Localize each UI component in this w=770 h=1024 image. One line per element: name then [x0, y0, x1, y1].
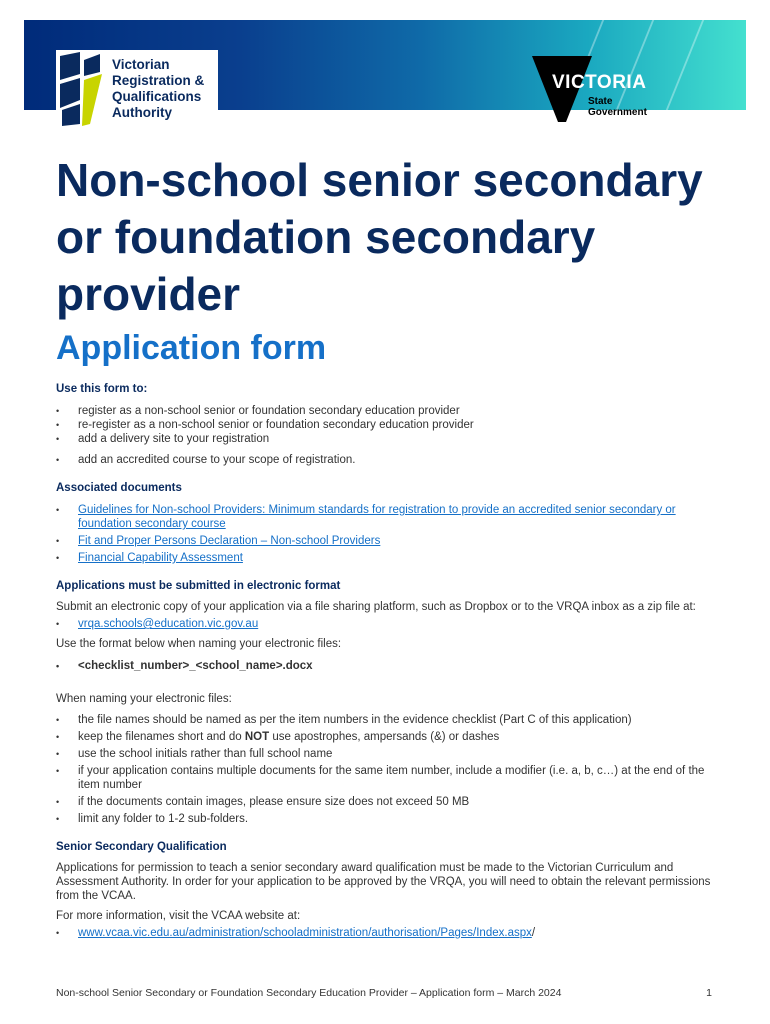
- naming-list: [56, 713, 716, 826]
- vcaa-link-suffix: /: [531, 927, 536, 939]
- victoria-sub-line: Government: [588, 107, 647, 118]
- use-form-list: [56, 404, 716, 467]
- electronic-intro: Submit an electronic copy of your application via a file sharing platform, such as Dropbox or to the VRQA inbox as a zip file at:: [56, 601, 696, 613]
- vrqa-logo-line: Victorian: [112, 57, 170, 72]
- list-item: • if the documents contain images, please ensure size does not exceed 50 MB: [56, 795, 716, 809]
- format-list: [56, 659, 716, 673]
- vcaa-list: [56, 926, 716, 940]
- naming-text: use apostrophes, ampersands (&) or dashes: [269, 731, 500, 743]
- page-footer: [56, 987, 716, 999]
- list-item: [56, 534, 716, 548]
- list-item: • use the school initials rather than full school name: [56, 747, 716, 761]
- list-item: • register as a non-school senior or foundation secondary education provider: [56, 404, 716, 418]
- vrqa-logo: [56, 50, 218, 128]
- page-number: 1: [706, 987, 712, 999]
- email-link[interactable]: vrqa.schools@education.vic.gov.au: [78, 618, 259, 630]
- list-item: • the file names should be named as per the item numbers in the evidence checklist (Part C of this application): [56, 713, 716, 727]
- victoria-wordmark: VICTORIA: [552, 72, 647, 93]
- footer-text: Non-school Senior Secondary or Foundation Secondary Education Provider – Application form – March 2024: [56, 987, 562, 999]
- guidelines-link[interactable]: Guidelines for Non-school Providers: Minimum standards for registration to provide an accredited senior secondary or foundation secondary course: [78, 504, 676, 530]
- document-body: [56, 382, 716, 940]
- document-title: Non-school senior secondary or foundation secondary provider: [56, 154, 703, 320]
- senior-paragraph: Applications for permission to teach a senior secondary award qualification must be made to the Victorian Curriculum and Assessment Authority. In order for your application to be approved by the VRQA, you will need to obtain the relevant permissions from the VCAA.: [56, 862, 711, 902]
- victoria-sub-wordmark: [588, 96, 647, 118]
- use-form-heading: Use this form to:: [56, 383, 148, 395]
- list-item: • add an accredited course to your scope of registration.: [56, 453, 716, 467]
- vrqa-mark-icon: [56, 50, 108, 128]
- list-item: • <checklist_number>_<school_name>.docx: [56, 659, 716, 673]
- associated-list: [56, 503, 716, 565]
- email-list: [56, 617, 716, 631]
- vrqa-logo-line: Qualifications: [112, 89, 202, 104]
- victoria-government-logo: [532, 54, 682, 124]
- naming-intro: When naming your electronic files:: [56, 693, 232, 705]
- naming-emphasis: NOT: [244, 731, 270, 743]
- list-item: [56, 551, 716, 565]
- list-item: • limit any folder to 1-2 sub-folders.: [56, 812, 716, 826]
- list-item: • if your application contains multiple documents for the same item number, include a modifier (i.e. a, b, c…) at the end of the item number: [56, 764, 716, 792]
- senior-more-info: For more information, visit the VCAA website at:: [56, 910, 301, 922]
- financial-capability-link[interactable]: Financial Capability Assessment: [78, 552, 243, 564]
- list-item: [56, 503, 716, 531]
- format-intro: Use the format below when naming your electronic files:: [56, 638, 342, 650]
- list-item: [56, 926, 716, 940]
- list-item: • re-register as a non-school senior or foundation secondary education provider: [56, 418, 716, 432]
- document-subtitle: Application form: [56, 329, 327, 367]
- fit-proper-link[interactable]: Fit and Proper Persons Declaration – Non-school Providers: [78, 535, 381, 547]
- senior-heading: Senior Secondary Qualification: [56, 841, 227, 853]
- list-item: [56, 730, 716, 744]
- vrqa-logo-line: Authority: [112, 105, 172, 120]
- vrqa-logo-line: Registration &: [112, 73, 205, 88]
- associated-heading: Associated documents: [56, 482, 182, 494]
- victoria-sub-line: State: [588, 96, 613, 107]
- vcaa-link[interactable]: www.vcaa.vic.edu.au/administration/schooladministration/authorisation/Pages/Index.aspx: [78, 927, 532, 939]
- list-item: • add a delivery site to your registration: [56, 432, 716, 446]
- naming-text: keep the filenames short and do: [78, 731, 245, 743]
- electronic-heading: Applications must be submitted in electronic format: [56, 580, 341, 592]
- list-item: [56, 617, 716, 631]
